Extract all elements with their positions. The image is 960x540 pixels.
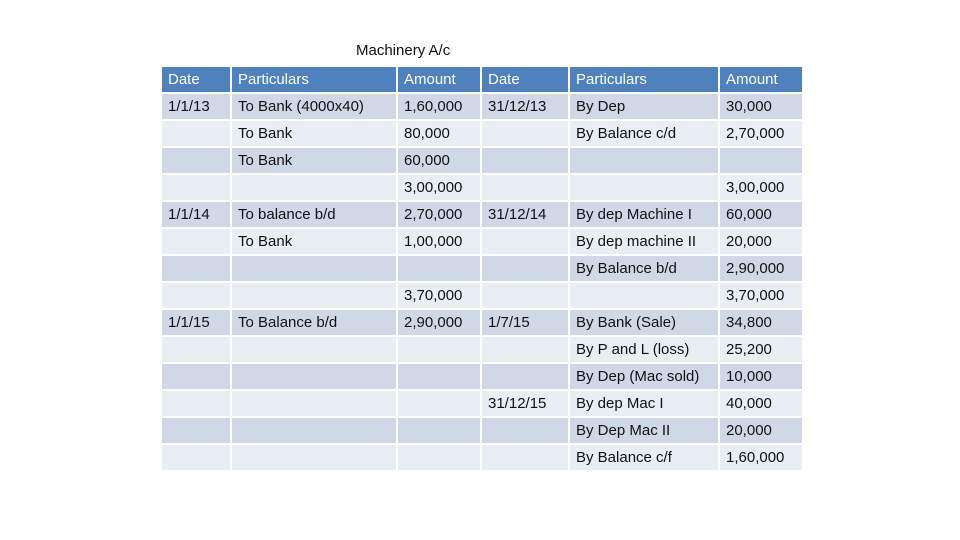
- cell-debit-amount: [398, 418, 480, 443]
- table-row: [162, 175, 802, 200]
- table-row: [162, 310, 802, 335]
- cell-credit-date: [482, 283, 568, 308]
- cell-credit-date: [482, 175, 568, 200]
- cell-debit-particulars: [232, 256, 396, 281]
- ledger-table: [160, 65, 804, 472]
- table-row: [162, 256, 802, 281]
- cell-debit-date: [162, 418, 230, 443]
- table-row: [162, 121, 802, 146]
- cell-debit-amount: [398, 256, 480, 281]
- cell-credit-amount: 3,70,000: [720, 283, 802, 308]
- cell-debit-particulars: To Balance b/d: [232, 310, 396, 335]
- cell-credit-amount: 20,000: [720, 229, 802, 254]
- cell-credit-particulars: [570, 175, 718, 200]
- cell-credit-amount: 40,000: [720, 391, 802, 416]
- cell-debit-particulars: [232, 175, 396, 200]
- cell-debit-date: [162, 445, 230, 470]
- cell-credit-date: 1/7/15: [482, 310, 568, 335]
- cell-credit-particulars: By dep Machine I: [570, 202, 718, 227]
- cell-debit-date: 1/1/13: [162, 94, 230, 119]
- cell-debit-date: [162, 121, 230, 146]
- cell-debit-particulars: To Bank: [232, 148, 396, 173]
- cell-credit-date: [482, 445, 568, 470]
- table-row: [162, 418, 802, 443]
- table-row: [162, 337, 802, 362]
- cell-debit-amount: 3,00,000: [398, 175, 480, 200]
- cell-debit-amount: [398, 337, 480, 362]
- cell-credit-amount: 2,70,000: [720, 121, 802, 146]
- table-row: [162, 148, 802, 173]
- cell-debit-particulars: [232, 337, 396, 362]
- cell-debit-date: [162, 283, 230, 308]
- cell-debit-particulars: To Bank: [232, 121, 396, 146]
- cell-credit-particulars: By dep machine II: [570, 229, 718, 254]
- cell-credit-particulars: By Dep (Mac sold): [570, 364, 718, 389]
- cell-debit-date: [162, 364, 230, 389]
- cell-debit-amount: [398, 445, 480, 470]
- cell-credit-particulars: By Dep: [570, 94, 718, 119]
- header-row: [162, 67, 802, 92]
- cell-credit-particulars: By Balance b/d: [570, 256, 718, 281]
- table-row: [162, 94, 802, 119]
- cell-credit-date: [482, 148, 568, 173]
- cell-credit-amount: 3,00,000: [720, 175, 802, 200]
- cell-debit-date: [162, 229, 230, 254]
- cell-credit-date: [482, 337, 568, 362]
- table-row: [162, 283, 802, 308]
- cell-debit-particulars: [232, 445, 396, 470]
- cell-credit-amount: 30,000: [720, 94, 802, 119]
- cell-credit-date: [482, 121, 568, 146]
- table-row: [162, 229, 802, 254]
- cell-debit-date: [162, 175, 230, 200]
- cell-debit-amount: [398, 391, 480, 416]
- cell-credit-particulars: By dep Mac I: [570, 391, 718, 416]
- cell-credit-particulars: By P and L (loss): [570, 337, 718, 362]
- cell-credit-amount: 20,000: [720, 418, 802, 443]
- cell-credit-date: 31/12/13: [482, 94, 568, 119]
- header-cell-credit-date: Date: [482, 67, 568, 92]
- cell-credit-amount: 1,60,000: [720, 445, 802, 470]
- cell-debit-particulars: [232, 391, 396, 416]
- cell-credit-particulars: [570, 283, 718, 308]
- cell-credit-date: 31/12/15: [482, 391, 568, 416]
- table-row: [162, 445, 802, 470]
- cell-credit-amount: 25,200: [720, 337, 802, 362]
- cell-credit-amount: [720, 148, 802, 173]
- cell-debit-particulars: To balance b/d: [232, 202, 396, 227]
- cell-credit-particulars: By Bank (Sale): [570, 310, 718, 335]
- cell-debit-date: 1/1/14: [162, 202, 230, 227]
- table-row: [162, 202, 802, 227]
- table-row: [162, 391, 802, 416]
- cell-credit-amount: 60,000: [720, 202, 802, 227]
- cell-credit-date: [482, 364, 568, 389]
- table-row: [162, 364, 802, 389]
- cell-credit-amount: 10,000: [720, 364, 802, 389]
- cell-debit-particulars: [232, 283, 396, 308]
- cell-credit-particulars: [570, 148, 718, 173]
- cell-debit-particulars: To Bank: [232, 229, 396, 254]
- cell-debit-amount: [398, 364, 480, 389]
- cell-debit-amount: 2,90,000: [398, 310, 480, 335]
- cell-debit-amount: 1,00,000: [398, 229, 480, 254]
- cell-debit-date: [162, 148, 230, 173]
- cell-credit-particulars: By Dep Mac II: [570, 418, 718, 443]
- cell-debit-amount: 1,60,000: [398, 94, 480, 119]
- cell-debit-date: 1/1/15: [162, 310, 230, 335]
- cell-debit-particulars: To Bank (4000x40): [232, 94, 396, 119]
- header-cell-debit-amount: Amount: [398, 67, 480, 92]
- cell-debit-amount: 60,000: [398, 148, 480, 173]
- cell-credit-date: [482, 229, 568, 254]
- cell-credit-date: [482, 256, 568, 281]
- header-cell-debit-date: Date: [162, 67, 230, 92]
- cell-credit-amount: 34,800: [720, 310, 802, 335]
- account-title: Machinery A/c: [356, 42, 451, 59]
- cell-credit-amount: 2,90,000: [720, 256, 802, 281]
- header-cell-credit-particulars: Particulars: [570, 67, 718, 92]
- cell-credit-date: 31/12/14: [482, 202, 568, 227]
- cell-credit-particulars: By Balance c/d: [570, 121, 718, 146]
- cell-debit-amount: 3,70,000: [398, 283, 480, 308]
- header-cell-debit-particulars: Particulars: [232, 67, 396, 92]
- cell-debit-particulars: [232, 364, 396, 389]
- cell-debit-date: [162, 391, 230, 416]
- cell-credit-date: [482, 418, 568, 443]
- cell-debit-amount: 80,000: [398, 121, 480, 146]
- cell-debit-date: [162, 256, 230, 281]
- cell-debit-amount: 2,70,000: [398, 202, 480, 227]
- header-cell-credit-amount: Amount: [720, 67, 802, 92]
- cell-credit-particulars: By Balance c/f: [570, 445, 718, 470]
- cell-debit-date: [162, 337, 230, 362]
- cell-debit-particulars: [232, 418, 396, 443]
